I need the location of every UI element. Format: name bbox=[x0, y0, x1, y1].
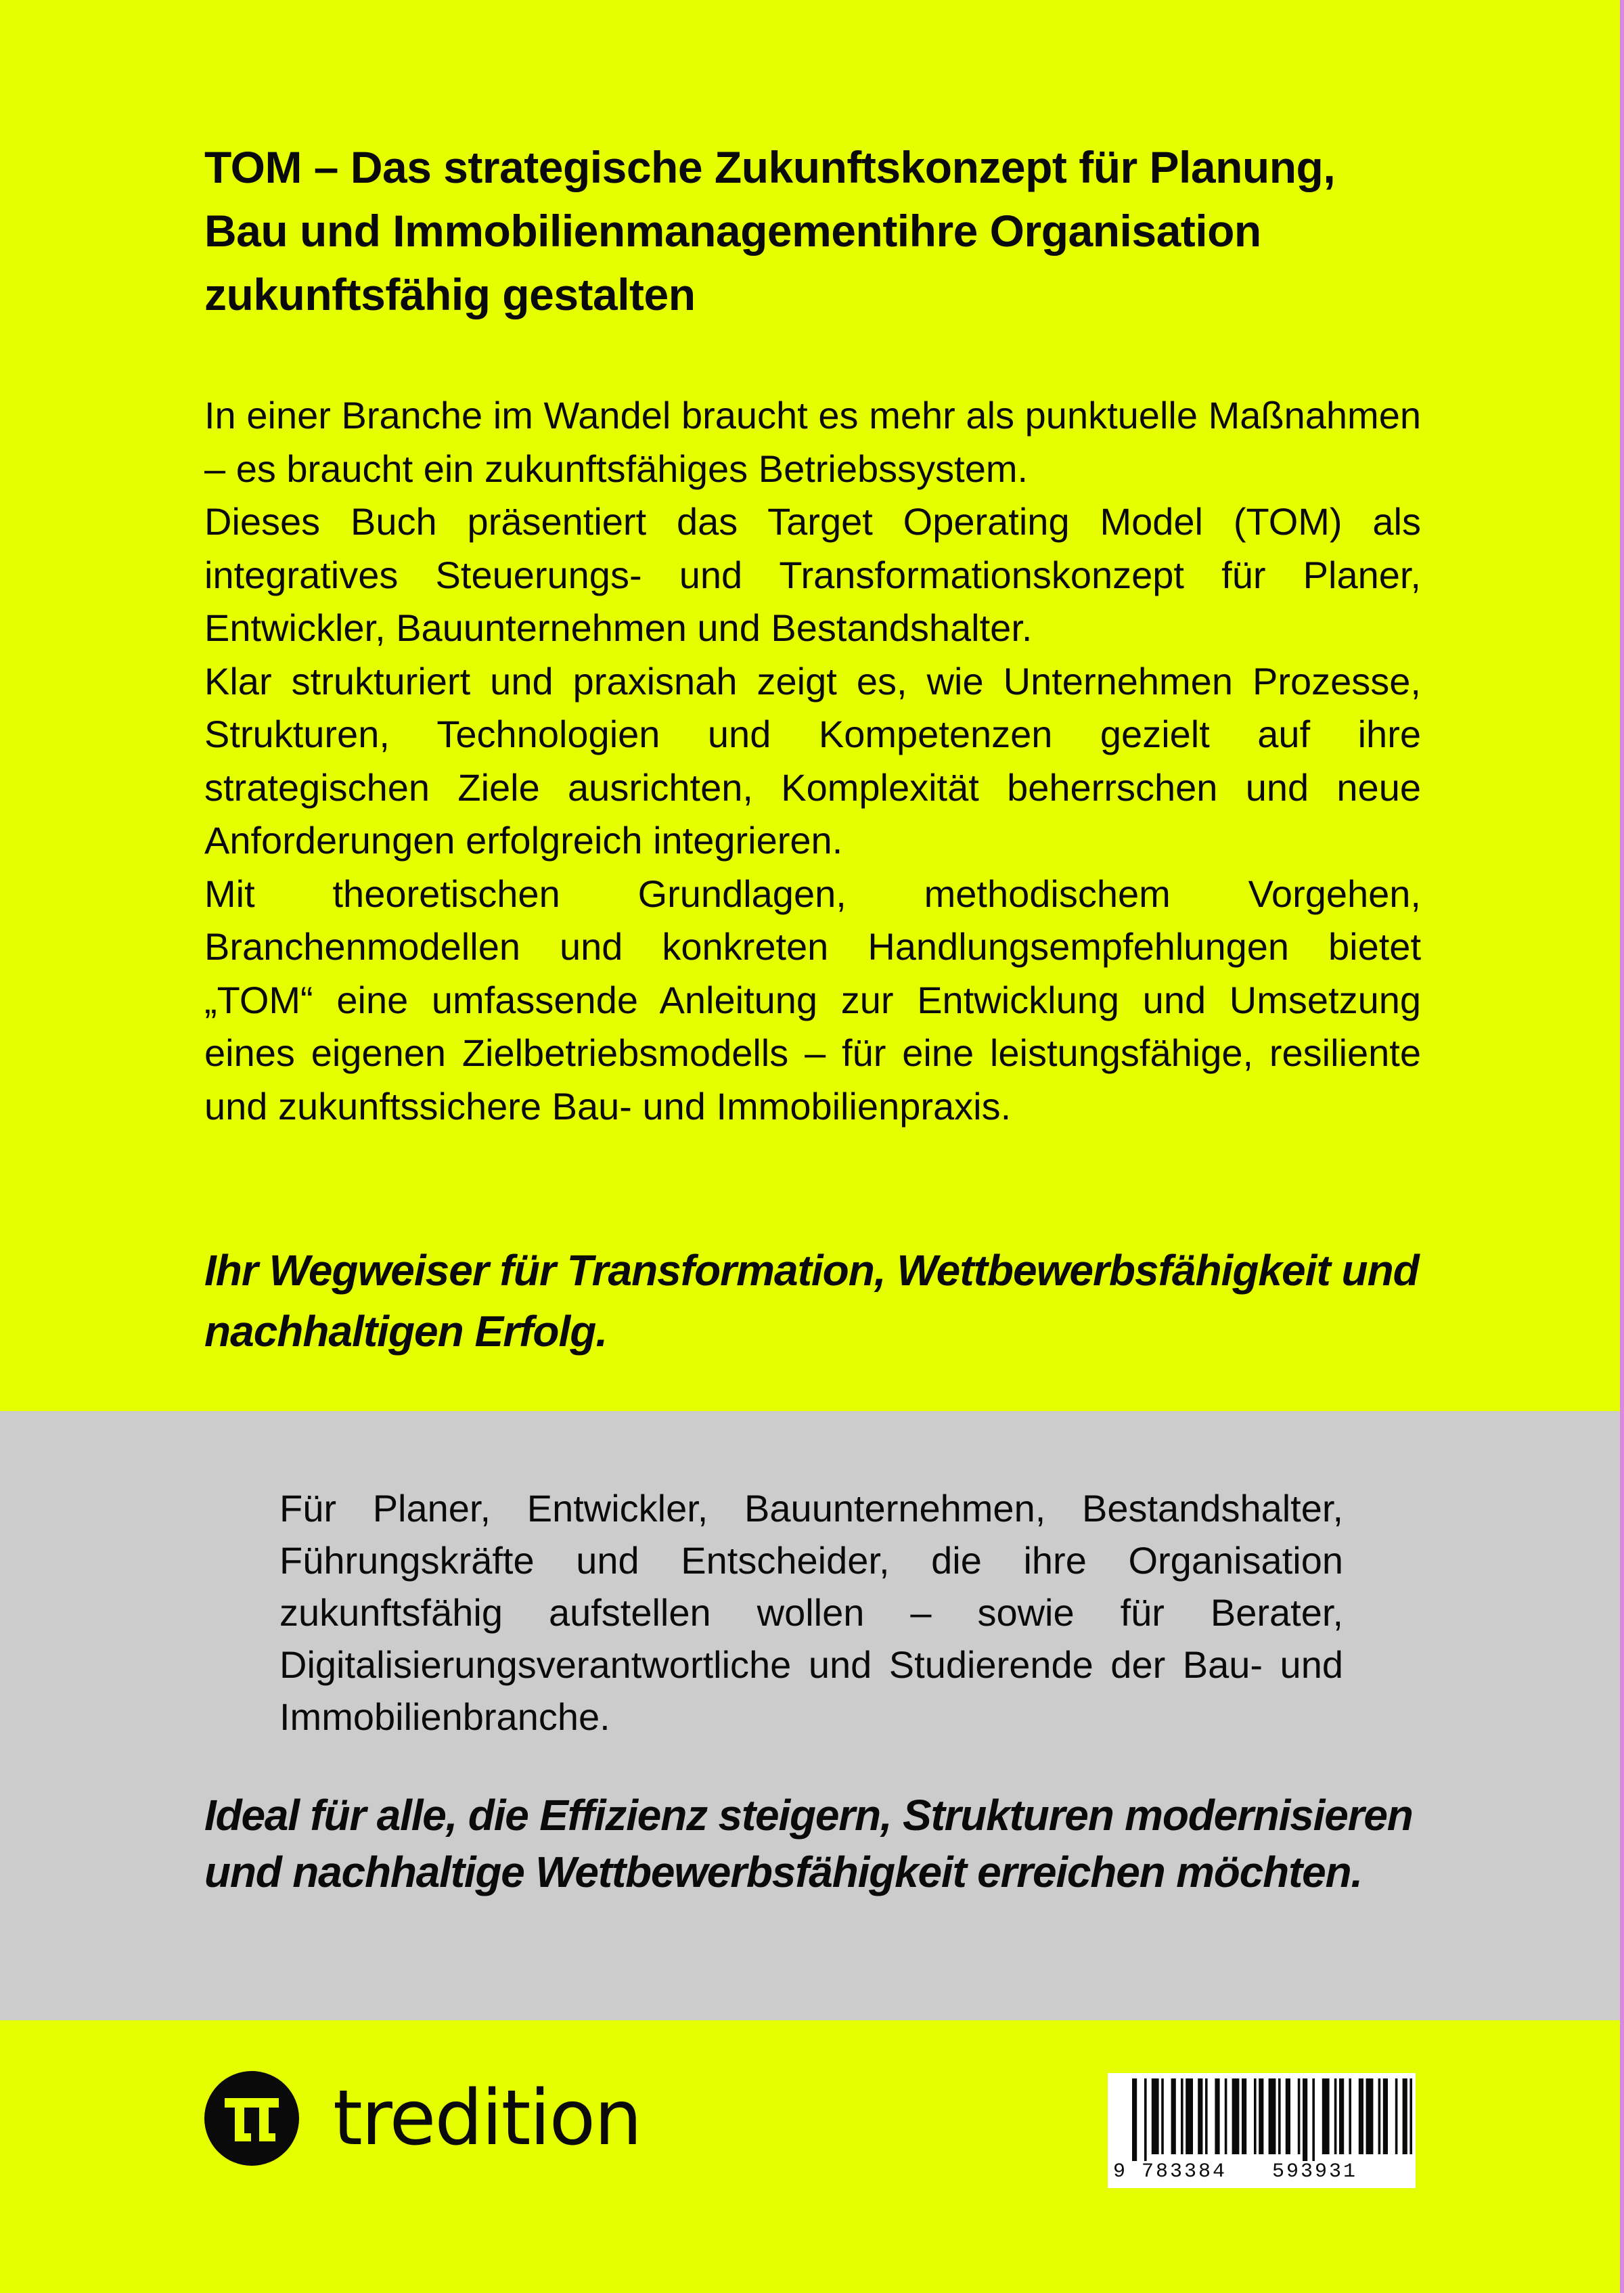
slogan: Ihr Wegweiser für Transformation, Wettbewerbsfähigkeit und nachhaltigen Erfolg. bbox=[204, 1246, 1419, 1356]
tredition-logo-icon bbox=[204, 2071, 299, 2166]
intro-paragraph: Klar strukturiert und praxisnah zeigt es, wie Unternehmen Prozesse, Strukturen, Technologien und Kompetenzen gezielt auf ihre strategischen Ziele ausrichten, Komplexität beherrschen und neue Anforderungen erfolgreich integrieren. bbox=[204, 659, 1421, 862]
barcode-bar bbox=[1161, 2078, 1164, 2154]
barcode-bar bbox=[1215, 2078, 1219, 2154]
barcode-bar bbox=[1298, 2078, 1301, 2154]
intro-paragraph: Mit theoretischen Grundlagen, methodischem Vorgehen, Branchenmodellen und konkreten Handlungsempfehlungen bietet „TOM“ eine umfassende Anleitung zur Entwicklung und Umsetzung eines eigenen Zielbetriebsmodells – für eine leistungsfähige, resiliente und zukunftssichere Bau- und Immobilienpraxis. bbox=[204, 872, 1421, 1128]
barcode-bar bbox=[1171, 2078, 1176, 2154]
audience-text: Für Planer, Entwickler, Bauunternehmen, Bestandshalter, Führungskräfte und Entscheider, die ihre Organisation zukunftsfähig aufstellen wollen – sowie für Berater, Digitalisierungsverantwortliche und Studierende der Bau- und Immobilienbranche. bbox=[279, 1487, 1343, 1738]
isbn-digits bbox=[1108, 2160, 1416, 2184]
isbn-left-group: 783384 bbox=[1142, 2160, 1227, 2183]
barcode-bar bbox=[1378, 2078, 1381, 2154]
barcode-bar bbox=[1205, 2078, 1208, 2154]
cover-edge bbox=[1620, 0, 1624, 2293]
barcode-bar bbox=[1395, 2078, 1398, 2154]
barcode-bar bbox=[1312, 2078, 1315, 2161]
barcode-bar bbox=[1242, 2078, 1246, 2154]
barcode-bar bbox=[1232, 2078, 1240, 2154]
closing-statement: Ideal für alle, die Effizienz steigern, Strukturen modernisieren und nachhaltige Wettbewerbsfähigkeit erreichen möchten. bbox=[204, 1791, 1413, 1896]
barcode-bar bbox=[1403, 2078, 1407, 2154]
barcode-bar bbox=[1198, 2078, 1202, 2154]
isbn-right-group: 593931 bbox=[1272, 2160, 1358, 2183]
barcode-bar bbox=[1278, 2078, 1281, 2154]
barcode-bar bbox=[1144, 2078, 1147, 2161]
isbn-first-digit: 9 bbox=[1113, 2160, 1126, 2183]
barcode-bar bbox=[1349, 2078, 1351, 2154]
barcode-bar bbox=[1303, 2078, 1307, 2161]
barcode-bar bbox=[1225, 2078, 1227, 2154]
barcode-bar bbox=[1409, 2078, 1412, 2154]
barcode-bar bbox=[1132, 2078, 1137, 2161]
barcode-bar bbox=[1269, 2078, 1276, 2154]
barcode-bar bbox=[1366, 2078, 1374, 2154]
intro-text bbox=[204, 389, 1421, 1133]
barcode-bar bbox=[1152, 2078, 1159, 2154]
publisher bbox=[204, 2068, 641, 2169]
publisher-name: tredition bbox=[333, 2074, 641, 2162]
isbn-barcode bbox=[1108, 2073, 1416, 2188]
barcode-bar bbox=[1334, 2078, 1337, 2154]
headline: TOM – Das strategische Zukunftskonzept für Planung, Bau und Immobilienmanagementihre Organisation zukunftsfähig gestalten bbox=[204, 142, 1336, 319]
barcode-bar bbox=[1181, 2078, 1183, 2154]
barcode-bars bbox=[1108, 2073, 1416, 2161]
barcode-bar bbox=[1383, 2078, 1388, 2154]
barcode-bar bbox=[1339, 2078, 1344, 2154]
barcode-bar bbox=[1322, 2078, 1330, 2154]
barcode-bar bbox=[1359, 2078, 1363, 2154]
barcode-bar bbox=[1286, 2078, 1290, 2154]
intro-paragraph: In einer Branche im Wandel braucht es mehr als punktuelle Maßnahmen – es braucht ein zukunftsfähiges Betriebssystem. bbox=[204, 394, 1421, 490]
intro-paragraph: Dieses Buch präsentiert das Target Operating Model (TOM) als integratives Steuerungs- und Transformationskonzept für Planer, Entwickler, Bauunternehmen und Bestandshalter. bbox=[204, 500, 1421, 649]
barcode-bar bbox=[1259, 2078, 1263, 2154]
barcode-bar bbox=[1186, 2078, 1193, 2154]
barcode-bar bbox=[1254, 2078, 1257, 2154]
